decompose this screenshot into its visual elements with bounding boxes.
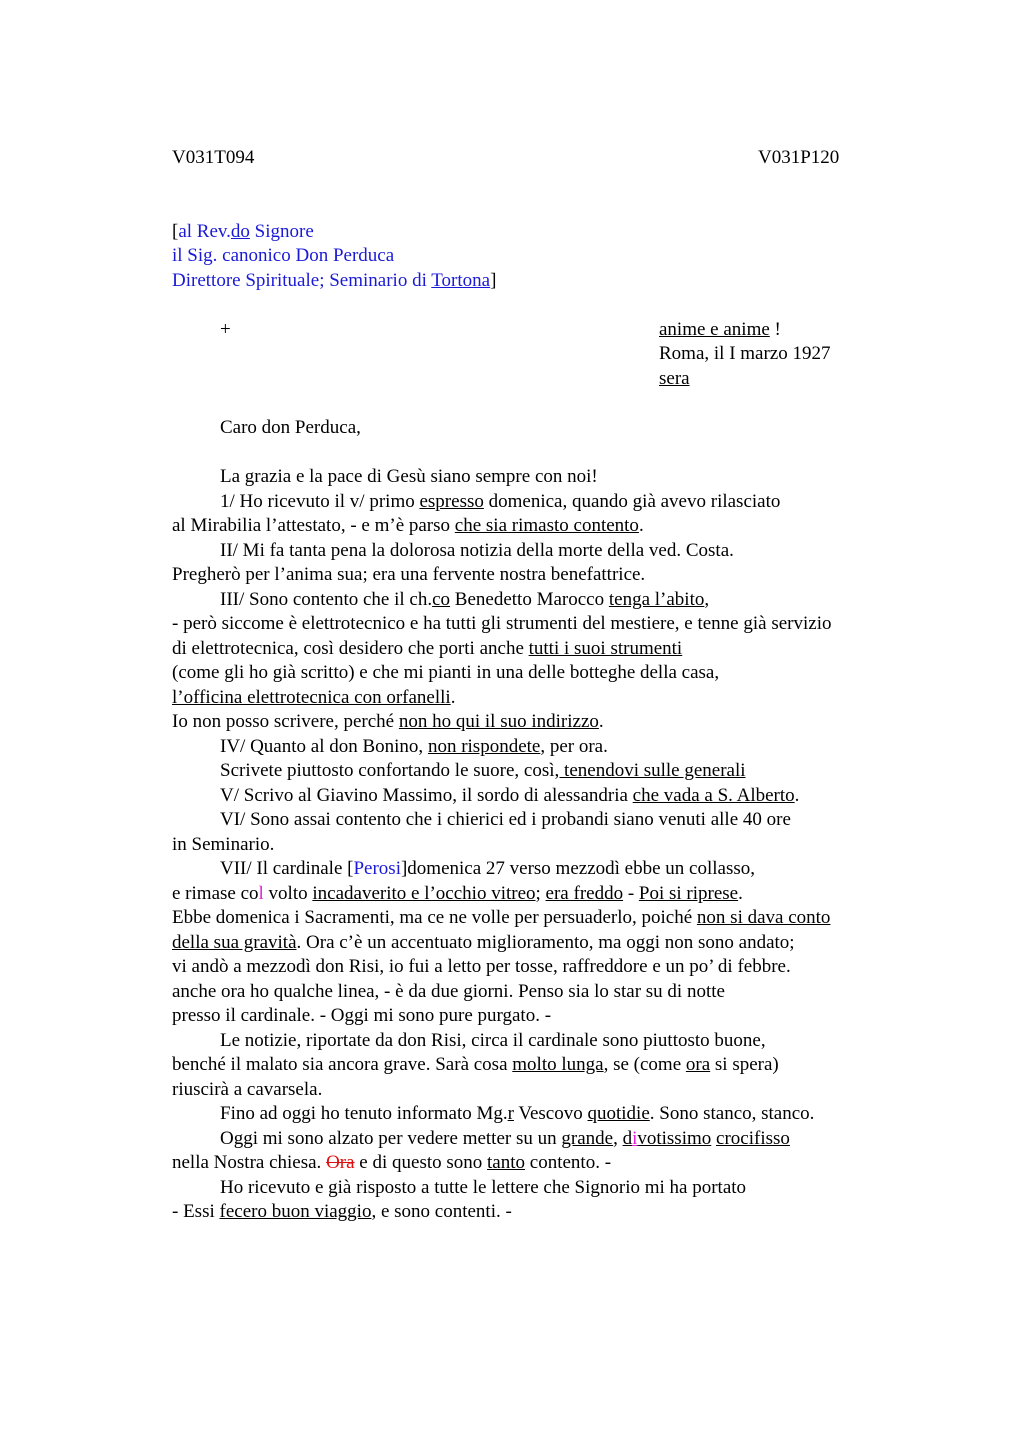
editorial-insert: Perosi bbox=[353, 858, 401, 879]
text-span: . bbox=[450, 686, 456, 708]
underlined-span: Poi si riprese bbox=[638, 882, 739, 904]
underlined-span: incadaverito e l’occhio vitreo; bbox=[312, 882, 541, 904]
underlined-span: che sia rimasto contento bbox=[454, 515, 639, 536]
underlined-span: non rispondete bbox=[427, 735, 541, 757]
text-span: Scrivete piuttosto confortando le suore, così bbox=[220, 760, 555, 781]
address-line-3 bbox=[172, 269, 496, 294]
text-span: , e sono contenti. - bbox=[371, 1201, 512, 1222]
letter-line bbox=[172, 490, 932, 515]
letter-line bbox=[172, 710, 932, 735]
text-span: nella Nostra chiesa. bbox=[172, 1152, 327, 1173]
underlined-span: non si dava conto bbox=[696, 907, 831, 928]
underlined-span: che vada a S. Alberto bbox=[632, 784, 795, 806]
deleted-word: Ora bbox=[326, 1152, 355, 1173]
underlined-span: della sua gravità bbox=[172, 931, 297, 953]
underlined-span: fecero buon viaggio bbox=[219, 1201, 372, 1222]
text-span: . bbox=[738, 882, 743, 904]
letter-line bbox=[172, 1127, 932, 1152]
text-span: Ebbe domenica i Sacramenti, ma ce ne volle per persuaderlo, poiché bbox=[172, 907, 697, 928]
underlined-span: quotidie bbox=[587, 1103, 650, 1124]
letter-line: - però siccome è elettrotecnico e ha tutti gli strumenti del mestiere, e tenne già servizio bbox=[172, 613, 832, 634]
underlined-span: crocifisso bbox=[716, 1127, 790, 1149]
text-span: di elettrotecnica, così desidero che porti anche bbox=[172, 637, 529, 659]
underlined-span: era freddo bbox=[545, 882, 624, 904]
underlined-span: , tenendovi sulle generali bbox=[554, 760, 746, 781]
letter-line bbox=[172, 1200, 932, 1225]
letter-line bbox=[172, 906, 932, 931]
underlined-span: non ho qui il suo indirizzo bbox=[398, 711, 599, 732]
text-span: 1/ Ho ricevuto il v/ primo bbox=[220, 490, 420, 512]
text-span: Io non posso scrivere, perché bbox=[172, 711, 399, 732]
letter-line: Pregherò per l’anima sua; era una fervente nostra benefattrice. bbox=[172, 564, 646, 585]
document-code-left: V031T094 bbox=[172, 147, 255, 168]
text-span: IV/ Quanto al don Bonino, bbox=[220, 735, 428, 757]
text-span: al Mirabilia l’attestato, - e m’è parso bbox=[172, 515, 455, 536]
dateline-motto bbox=[659, 318, 781, 343]
text-span: Vescovo bbox=[513, 1103, 588, 1124]
underlined-span: tanto bbox=[487, 1152, 526, 1173]
document-code-right: V031P120 bbox=[758, 147, 840, 168]
underlined-span: grande bbox=[561, 1127, 614, 1149]
text-span: , se (come bbox=[603, 1054, 686, 1075]
letter-line: vi andò a mezzodì don Risi, io fui a letto per tosse, raffreddore e un po’ di febbre. bbox=[172, 956, 791, 977]
text-span: . Sono stanco, stanco. bbox=[649, 1103, 815, 1124]
letter-line: La grazia e la pace di Gesù siano sempre con noi! bbox=[220, 466, 598, 487]
letter-line bbox=[172, 1151, 932, 1176]
letter-line: Le notizie, riportate da don Risi, circa il cardinale sono piuttosto buone, bbox=[220, 1029, 766, 1051]
text-span: benché il malato sia ancora grave. Sarà cosa bbox=[172, 1054, 513, 1075]
address-line-2: il Sig. canonico Don Perduca bbox=[172, 245, 395, 266]
letter-line bbox=[172, 735, 932, 760]
letter-line: VI/ Sono assai contento che i chierici ed i probandi siano venuti alle 40 ore bbox=[220, 809, 791, 830]
letter-line bbox=[172, 882, 932, 907]
text-span: Benedetto Marocco bbox=[450, 588, 609, 610]
salutation: Caro don Perduca, bbox=[220, 417, 361, 438]
letter-line: in Seminario. bbox=[172, 833, 275, 855]
letter-line bbox=[172, 931, 932, 956]
underlined-span: d bbox=[622, 1127, 633, 1149]
bracket-close: ] bbox=[490, 270, 497, 291]
letter-line: presso il cardinale. - Oggi mi sono pure purgato. - bbox=[172, 1005, 552, 1026]
letter-line: (come gli ho già scritto) e che mi pianti in una delle botteghe della casa, bbox=[172, 662, 720, 683]
text-span: si spera) bbox=[710, 1054, 779, 1075]
address-rev-abbrev: do bbox=[230, 221, 250, 242]
underlined-span: ora bbox=[685, 1054, 711, 1075]
text-span: , bbox=[613, 1127, 623, 1149]
letter-line bbox=[172, 637, 932, 662]
letter-line bbox=[172, 588, 932, 613]
text-span: . bbox=[794, 784, 800, 806]
letter-line bbox=[172, 686, 932, 711]
text-span: e rimase co bbox=[172, 882, 259, 904]
underlined-span: r bbox=[507, 1103, 514, 1124]
letter-line bbox=[172, 514, 932, 539]
dateline-time: sera bbox=[659, 368, 690, 389]
text-span: V/ Scrivo al Giavino Massimo, il sordo di alessandria bbox=[220, 784, 633, 806]
letter-line: II/ Mi fa tanta pena la dolorosa notizia della morte della ved. Costa. bbox=[220, 539, 734, 561]
bracket-open: [ bbox=[172, 221, 179, 242]
text-span: , bbox=[704, 588, 710, 610]
correction-mark: l bbox=[258, 882, 264, 904]
correction-mark: i bbox=[632, 1127, 638, 1149]
text-span: III/ Sono contento che il ch. bbox=[220, 588, 433, 610]
cross-mark: + bbox=[220, 319, 231, 340]
address-city: Tortona bbox=[431, 270, 491, 291]
letter-line: Ho ricevuto e già risposto a tutte le lettere che Signorio mi ha portato bbox=[220, 1176, 747, 1198]
text-span: Oggi mi sono alzato per vedere metter su un bbox=[220, 1127, 562, 1149]
text-span: - bbox=[623, 882, 639, 904]
letter-body bbox=[172, 465, 932, 1225]
text-span: , per ora. bbox=[540, 735, 608, 757]
text-span: . bbox=[598, 711, 604, 732]
motto-text: anime e anime bbox=[659, 319, 770, 340]
address-rev: al Rev. bbox=[178, 221, 231, 242]
letter-line bbox=[172, 784, 932, 809]
letter-line bbox=[172, 759, 932, 784]
letter-line bbox=[172, 857, 932, 882]
text-span: domenica, quando già avevo rilasciato bbox=[483, 490, 781, 512]
underlined-span: tutti i suoi strumenti bbox=[528, 637, 683, 659]
text-span: volto bbox=[263, 882, 313, 904]
underlined-span: l’officina elettrotecnica con orfanelli bbox=[172, 686, 451, 708]
letter-line: anche ora ho qualche linea, - è da due giorni. Penso sia lo star su di notte bbox=[172, 980, 725, 1002]
text-span: e di questo sono bbox=[354, 1152, 488, 1173]
dateline-place-date: Roma, il I marzo 1927 bbox=[659, 343, 831, 364]
address-seminary: Direttore Spirituale; Seminario di bbox=[172, 270, 432, 291]
letter-line: riuscirà a cavarsela. bbox=[172, 1078, 323, 1100]
letter-line bbox=[172, 1053, 932, 1078]
text-span: . Ora c’è un accentuato miglioramento, ma oggi non sono andato; bbox=[296, 931, 795, 953]
text-span: Fino ad oggi ho tenuto informato Mg. bbox=[220, 1103, 508, 1124]
text-span: - Essi bbox=[172, 1201, 220, 1222]
underlined-span: molto lunga bbox=[512, 1054, 604, 1075]
address-signore: Signore bbox=[249, 221, 314, 242]
letter-line bbox=[172, 1102, 932, 1127]
text-span: VII/ Il cardinale [ bbox=[220, 858, 354, 879]
underlined-span: tenga l’abito bbox=[608, 588, 705, 610]
underlined-span: co bbox=[432, 588, 451, 610]
text-span: ]domenica 27 verso mezzodì ebbe un collasso, bbox=[400, 858, 755, 879]
motto-mark: ! bbox=[769, 319, 781, 340]
text-span: contento. - bbox=[525, 1152, 612, 1173]
address-line-1 bbox=[172, 220, 314, 245]
underlined-span: votissimo bbox=[637, 1127, 712, 1149]
text-span: . bbox=[638, 515, 644, 536]
underlined-span: espresso bbox=[419, 490, 484, 512]
